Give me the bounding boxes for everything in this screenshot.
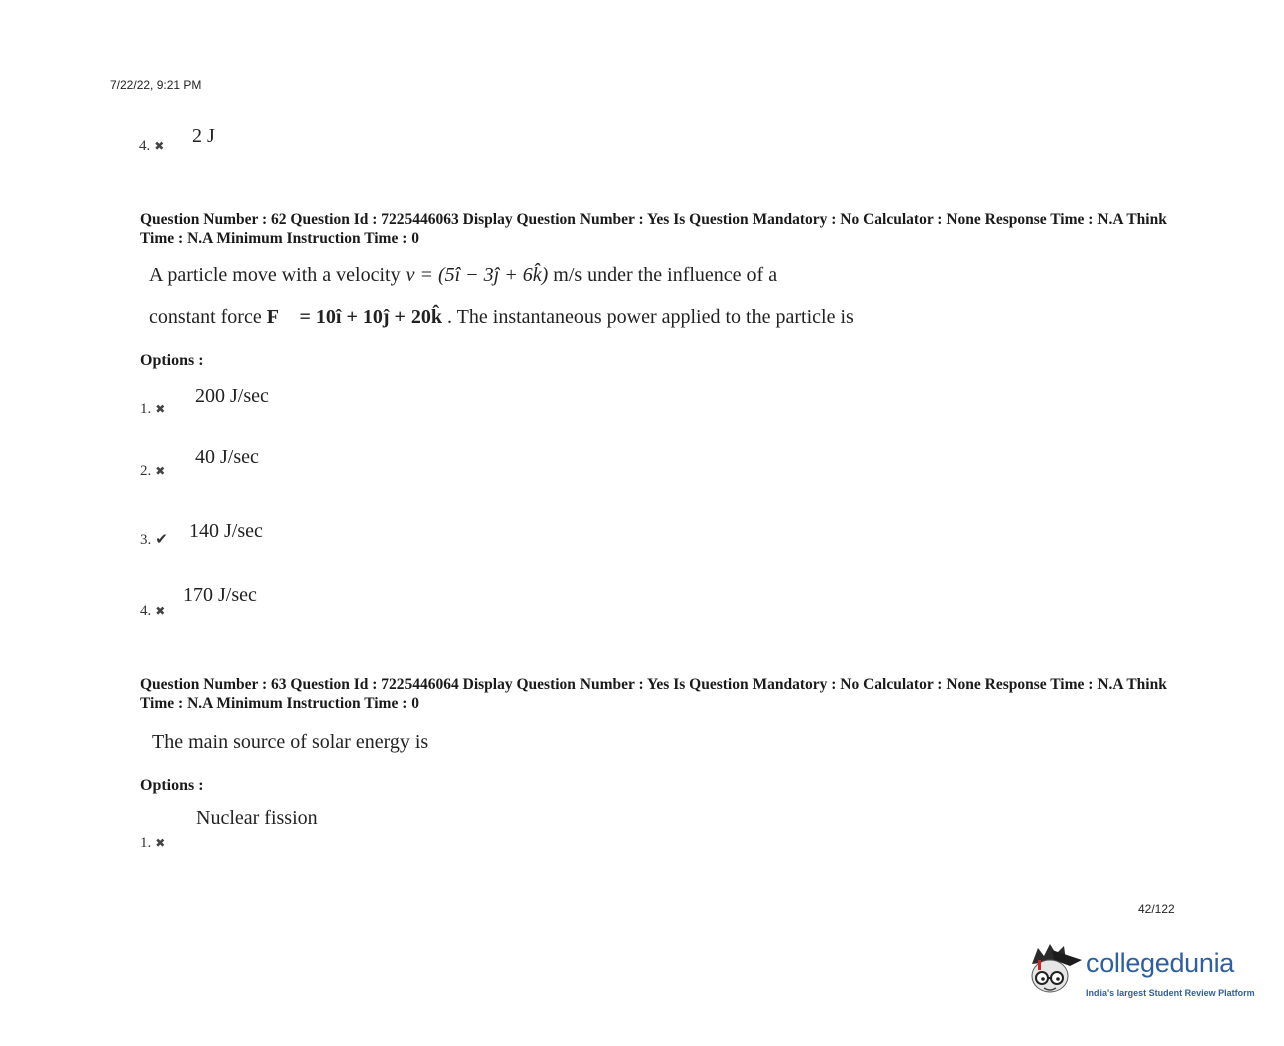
q62-line2-post: . The instantaneous power applied to the particle is <box>447 306 854 328</box>
q62-line1-post: m/s under the influence of a <box>553 264 778 286</box>
q62-line2-pre: constant force <box>149 306 267 328</box>
q62-option-1-text: 200 J/sec <box>195 385 269 407</box>
q63-meta: Question Number : 63 Question Id : 7225446064 Display Question Number : Yes Is Question Mandatory : No Calculator : None Response Time : N.A Think Time : N.A Minimum Instruction Time : 0 <box>140 676 1167 712</box>
prev-option-4-text: 2 J <box>192 125 215 147</box>
q62-line1-pre: A particle move with a velocity <box>149 264 406 286</box>
q62-option-3-text: 140 J/sec <box>189 520 263 542</box>
q62-option-4 <box>140 602 165 620</box>
q62-meta: Question Number : 62 Question Id : 7225446063 Display Question Number : Yes Is Question Mandatory : No Calculator : None Response Time : N.A Think Time : N.A Minimum Instruction Time : 0 <box>140 211 1167 247</box>
q62-option-3 <box>140 530 168 549</box>
option-number: 3. <box>140 532 152 548</box>
cross-icon: ✖ <box>155 402 166 416</box>
brand-name: collegedunia <box>1086 948 1235 978</box>
cross-icon: ✖ <box>155 464 166 478</box>
q62-options-label: Options : <box>140 352 204 369</box>
cross-icon: ✖ <box>154 139 165 153</box>
q63-text: The main source of solar energy is <box>152 731 429 753</box>
q62-text-line1 <box>149 264 777 287</box>
q62-option-2-text: 40 J/sec <box>195 446 259 468</box>
q63-option-1 <box>140 834 165 852</box>
option-number: 2. <box>140 463 152 479</box>
q62-option-4-text: 170 J/sec <box>183 584 257 606</box>
option-number: 4. <box>140 603 152 619</box>
q62-option-1 <box>140 400 165 418</box>
option-number: 4. <box>139 138 151 154</box>
cross-icon: ✖ <box>155 836 166 850</box>
option-number: 1. <box>140 401 152 417</box>
option-number: 1. <box>140 835 152 851</box>
print-timestamp: 7/22/22, 9:21 PM <box>110 78 202 92</box>
page-number: 42/122 <box>1138 902 1175 916</box>
q62-text-line2 <box>149 306 854 329</box>
q63-options-label: Options : <box>140 777 204 794</box>
q62-velocity-expression: v = (5î − 3ĵ + 6k̂) <box>405 264 549 286</box>
brand-tagline: India's largest Student Review Platform <box>1086 988 1255 998</box>
q63-option-1-text: Nuclear fission <box>196 807 318 829</box>
prev-option-4 <box>139 137 164 155</box>
q62-option-2 <box>140 462 165 480</box>
q62-force-expression: F⃗ = 10î + 10ĵ + 20k̂ <box>266 306 443 328</box>
cross-icon: ✖ <box>155 604 166 618</box>
collegedunia-logo <box>1024 938 1254 1008</box>
mascot-icon <box>1024 938 1084 1008</box>
check-icon: ✔ <box>155 530 168 548</box>
